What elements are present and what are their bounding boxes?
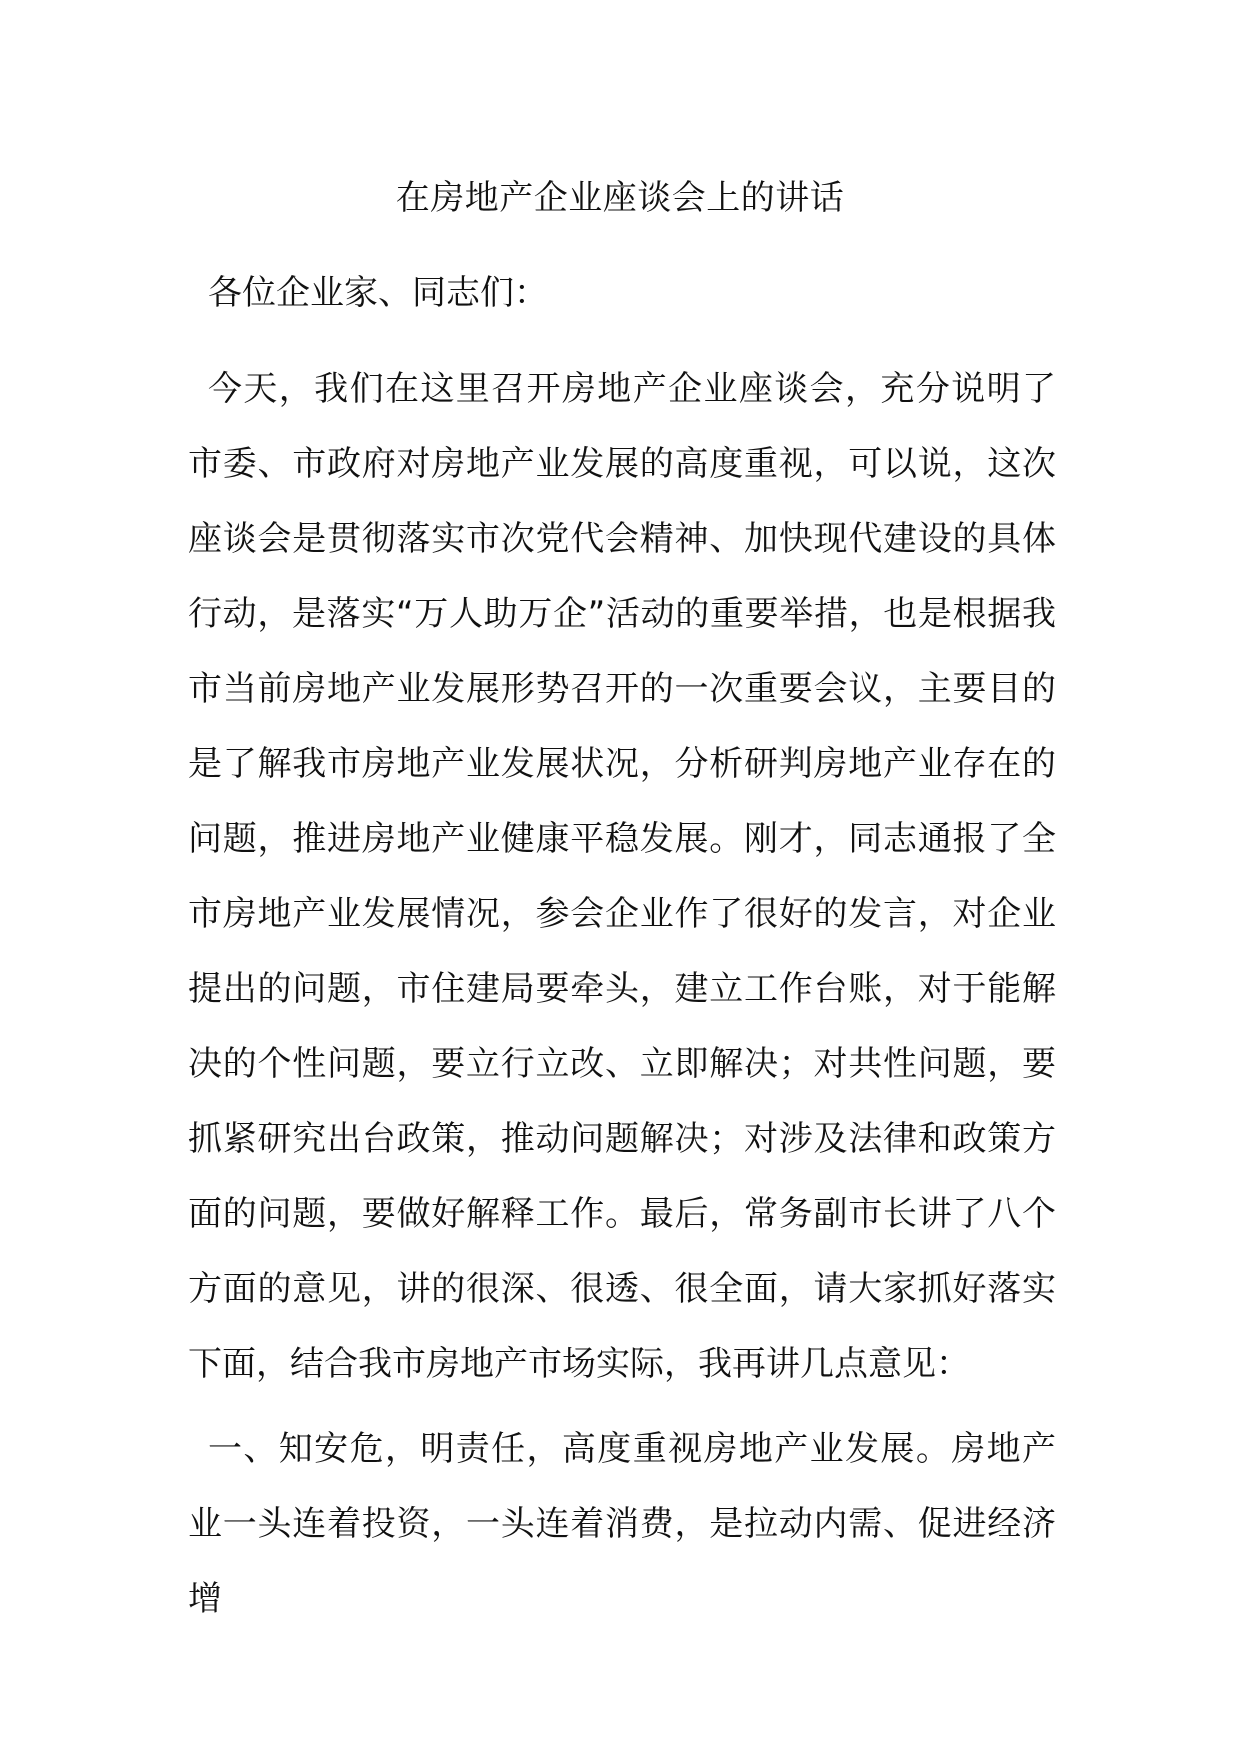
salutation: 各位企业家、同志们：: [208, 273, 548, 313]
document-title: 在房地产企业座谈会上的讲话: [395, 178, 845, 218]
paragraph-2: 一、知安危，明责任，高度重视房地产业发展。房地产业一头连着投资，一头连着消费，是拉动内需、促进经济增: [188, 1429, 1056, 1619]
paragraph-1: 今天，我们在这里召开房地产企业座谈会，充分说明了市委、市政府对房地产业发展的高度重视，可以说，这次座谈会是贯彻落实市次党代会精神、加快现代建设的具体行动，是落实“万人助万企”活动的重要举措，也是根据我市当前房地产业发展形势召开的一次重要会议，主要目的是了解我市房地产业发展状况，分析研判房地产业存在的问题，推进房地产业健康平稳发展。刚才，同志通报了全市房地产业发展情况，参会企业作了很好的发言，对企业提出的问题，市住建局要牵头，建立工作台账，对于能解决的个性问题，要立行立改、立即解决；对共性问题，要抓紧研究出台政策，推动问题解决；对涉及法律和政策方面的问题，要做好解释工作。最后，常务副市长讲了八个方面的意见，讲的很深、很透、很全面，请大家抓好落实下面，结合我市房地产市场实际，我再讲几点意见：: [188, 369, 1056, 1384]
